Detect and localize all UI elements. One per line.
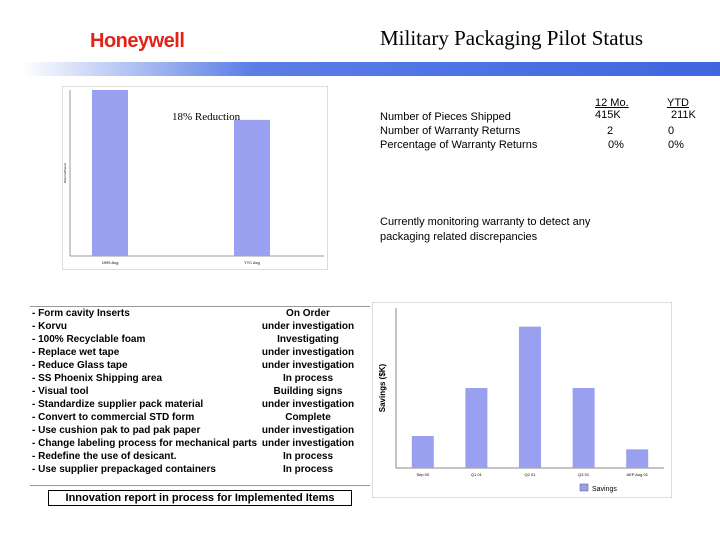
bar	[573, 388, 595, 468]
honeywell-logo: Honeywell	[90, 30, 185, 52]
tick-label: 1999 Avg	[101, 260, 119, 265]
initiative-item: - Visual tool	[32, 386, 89, 397]
initiative-item: - Korvu	[32, 321, 67, 332]
stat-ytd: 0	[668, 125, 675, 137]
initiative-item: - Use cushion pak to pad pak paper	[32, 425, 201, 436]
stat-12mo: 0%	[608, 139, 624, 151]
header-ytd: YTD	[667, 97, 689, 109]
stats-table	[380, 96, 710, 156]
tick-label: YTC Avg	[244, 260, 260, 265]
initiative-item: - Use supplier prepackaged containers	[32, 464, 216, 475]
initiative-status: Investigating	[277, 334, 339, 345]
y-axis-label: Returns/Pieces	[63, 162, 67, 184]
initiative-item: - Reduce Glass tape	[32, 360, 128, 371]
stat-label: Number of Pieces Shipped	[380, 111, 511, 123]
initiative-status: under investigation	[261, 399, 355, 410]
stat-label: Number of Warranty Returns	[380, 125, 521, 137]
initiative-status: In process	[282, 451, 334, 462]
header-12mo: 12 Mo.	[595, 97, 629, 109]
savings-chart	[372, 302, 672, 498]
bar	[465, 388, 487, 468]
initiative-status: Building signs	[273, 386, 343, 397]
initiatives-list	[30, 306, 370, 486]
returns-reduction-chart	[62, 86, 328, 270]
bar	[519, 327, 541, 468]
initiative-item: - 100% Recyclable foam	[32, 334, 146, 345]
bar	[412, 436, 434, 468]
stat-ytd: 211K	[671, 109, 696, 121]
initiative-item: - Replace wet tape	[32, 347, 120, 358]
tick-label: AEP Aug 01	[626, 472, 648, 477]
tick-label: Sep 00	[416, 472, 430, 477]
initiative-item: - Standardize supplier pack material	[32, 399, 204, 410]
tick-label: Q3 01	[578, 472, 590, 477]
initiative-status: under investigation	[261, 347, 355, 358]
page-title: Military Packaging Pilot Status	[380, 26, 644, 50]
initiative-item: - Change labeling process for mechanical parts	[32, 438, 258, 449]
initiative-item: - Redefine the use of desicant.	[32, 451, 177, 462]
initiative-item: - Convert to commercial STD form	[32, 412, 195, 423]
header-gradient-bar	[0, 62, 720, 76]
initiative-status: under investigation	[261, 360, 355, 371]
reduction-annotation: 18% Reduction	[172, 111, 241, 123]
legend-swatch	[580, 484, 588, 491]
stat-12mo: 415K	[595, 109, 621, 121]
bar	[234, 120, 270, 256]
stat-label: Percentage of Warranty Returns	[380, 139, 538, 151]
legend-label: Savings	[592, 486, 617, 493]
initiative-status: under investigation	[261, 438, 355, 449]
initiative-item: - Form cavity Inserts	[32, 308, 130, 319]
initiative-status: In process	[282, 464, 334, 475]
tick-label: Q1 01	[470, 472, 482, 477]
initiative-status: under investigation	[261, 425, 355, 436]
initiative-status: On Order	[286, 308, 330, 319]
initiative-status: In process	[282, 373, 334, 384]
innovation-note: Innovation report in process for Implemented Items	[48, 490, 352, 506]
initiative-status: Complete	[285, 412, 331, 423]
bar	[626, 449, 648, 468]
y-axis-label: Savings ($K)	[378, 363, 387, 413]
initiative-item: - SS Phoenix Shipping area	[32, 373, 163, 384]
stat-ytd: 0%	[668, 139, 684, 151]
stat-12mo: 2	[607, 125, 614, 137]
initiative-status: under investigation	[261, 321, 355, 332]
monitoring-note: Currently monitoring warranty to detect any packaging related discrepancies	[380, 216, 591, 243]
bar	[92, 90, 128, 256]
tick-label: Q2 01	[524, 472, 536, 477]
